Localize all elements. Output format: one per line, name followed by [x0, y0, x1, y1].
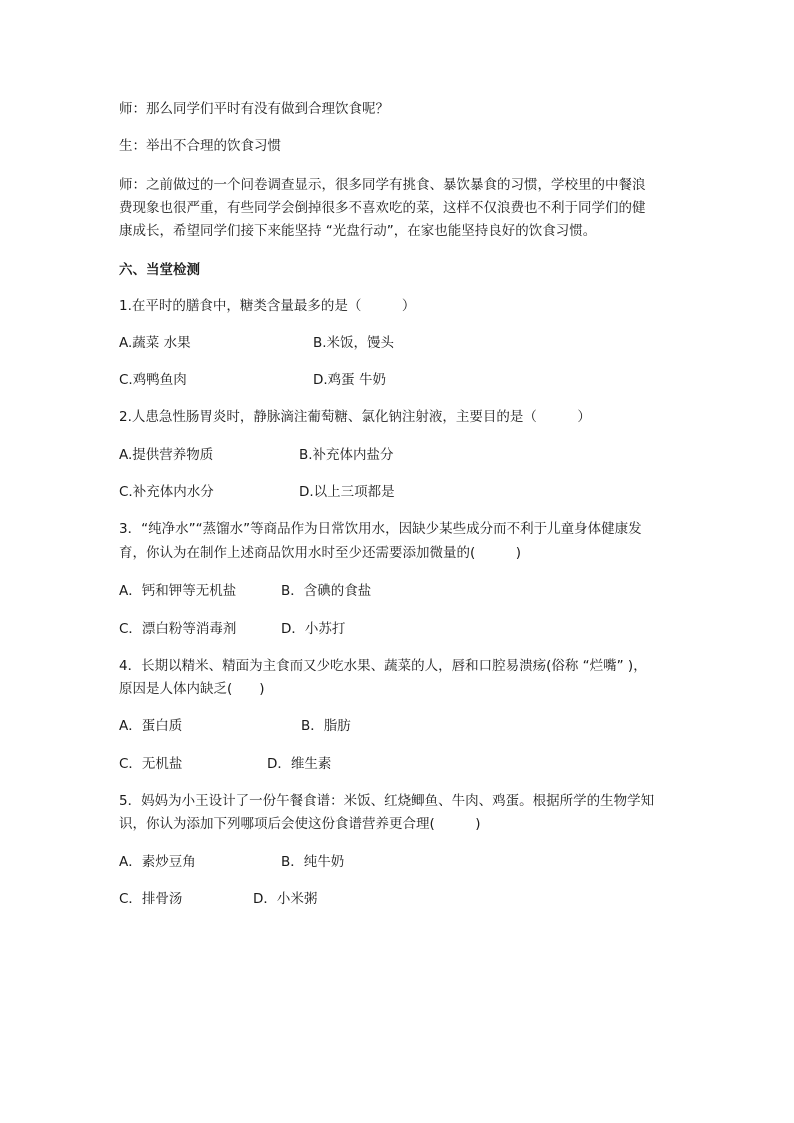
- teacher-paragraph-line-2: 费现象也很严重，有些同学会倒掉很多不喜欢吃的菜，这样不仅浪费也不利于同学们的健: [119, 200, 646, 216]
- q5-option-c: C．排骨汤: [119, 891, 183, 907]
- q4-option-a: A．蛋白质: [119, 718, 183, 734]
- question-3-stem-line-2: 育，你认为在制作上述商品饮用水时至少还需要添加微量的( ): [119, 545, 522, 561]
- question-1-stem: 1.在平时的膳食中，糖类含量最多的是（ ）: [119, 298, 416, 314]
- question-4-stem-line-1: 4．长期以精米、精面为主食而又少吃水果、蔬菜的人，唇和口腔易溃疡(俗称 “烂嘴” )，: [119, 658, 647, 674]
- q1-option-d: D.鸡蛋 牛奶: [313, 372, 386, 388]
- teacher-paragraph-line-1: 师：之前做过的一个问卷调查显示，很多同学有挑食、暴饮暴食的习惯，学校里的中餐浪: [119, 177, 646, 193]
- teacher-paragraph-line-3: 康成长，希望同学们接下来能坚持 “光盘行动”，在家也能坚持良好的饮食习惯。: [119, 223, 597, 239]
- q2-option-d: D.以上三项都是: [299, 484, 395, 500]
- q1-option-c: C.鸡鸭鱼肉: [119, 372, 187, 388]
- q4-option-c: C．无机盐: [119, 756, 183, 772]
- question-3-stem-line-1: 3．“纯净水”“蒸馏水”等商品作为日常饮用水，因缺少某些成分而不利于儿童身体健康发: [119, 521, 642, 537]
- q2-option-b: B.补充体内盐分: [299, 447, 394, 463]
- q3-option-c: C．漂白粉等消毒剂: [119, 621, 237, 637]
- q3-option-b: B．含碘的食盐: [281, 583, 372, 599]
- q4-option-d: D．维生素: [267, 756, 332, 772]
- q5-option-b: B．纯牛奶: [281, 854, 345, 870]
- q3-option-d: D．小苏打: [281, 621, 346, 637]
- q2-option-a: A.提供营养物质: [119, 447, 214, 463]
- question-4-stem-line-2: 原因是人体内缺乏( ): [119, 681, 265, 697]
- q2-option-c: C.补充体内水分: [119, 484, 214, 500]
- section-title: 六、当堂检测: [119, 262, 200, 278]
- q5-option-a: A．素炒豆角: [119, 854, 196, 870]
- question-5-stem-line-2: 识，你认为添加下列哪项后会使这份食谱营养更合理( ): [119, 816, 481, 832]
- q1-option-b: B.米饭，馒头: [313, 335, 395, 351]
- q4-option-b: B．脂肪: [301, 718, 351, 734]
- question-2-stem: 2.人患急性肠胃炎时，静脉滴注葡萄糖、氯化钠注射液，主要目的是（ ）: [119, 409, 591, 425]
- q5-option-d: D．小米粥: [253, 891, 318, 907]
- student-answer: 生：举出不合理的饮食习惯: [119, 138, 281, 154]
- teacher-question: 师：那么同学们平时有没有做到合理饮食呢？: [119, 101, 389, 117]
- q1-option-a: A.蔬菜 水果: [119, 335, 191, 351]
- question-5-stem-line-1: 5．妈妈为小王设计了一份午餐食谱：米饭、红烧鲫鱼、牛肉、鸡蛋。根据所学的生物学知: [119, 793, 655, 809]
- q3-option-a: A．钙和钾等无机盐: [119, 583, 237, 599]
